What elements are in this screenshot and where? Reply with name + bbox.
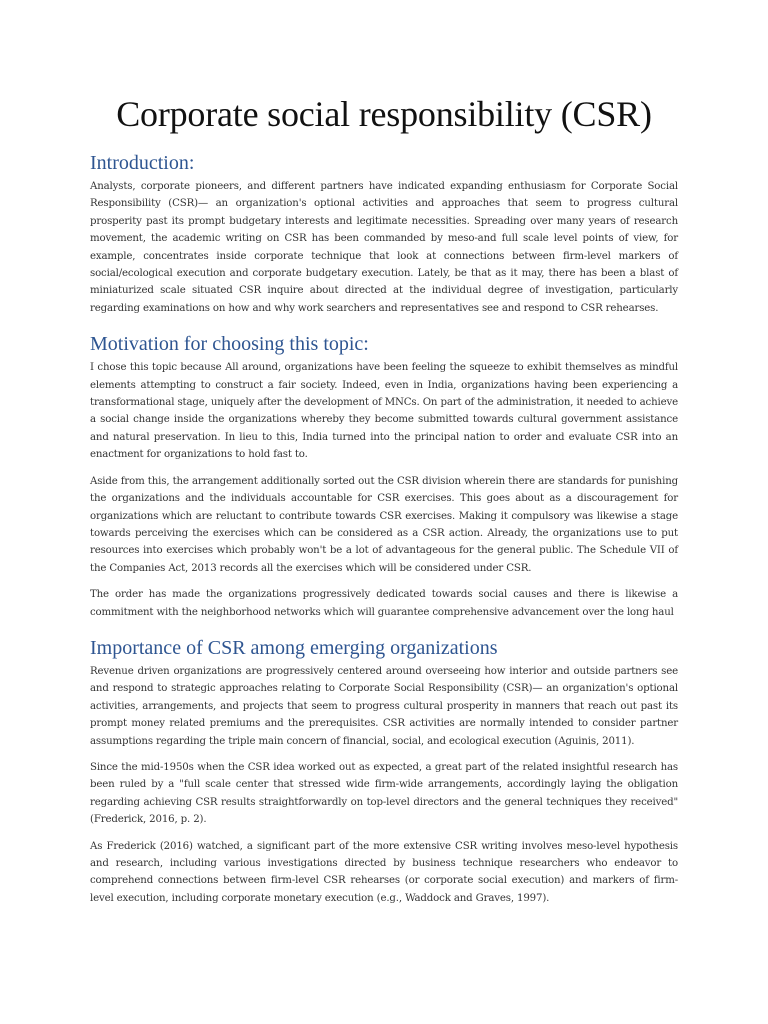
paragraph: Since the mid-1950s when the CSR idea worked out as expected, a great part of the related insightful research has been ruled by a "full scale center that stressed wide firm-wide arrangements, accordingly laying the obligation regarding achieving CSR results straightforwardly on top-level directors and the general techniques they received" (Frederick, 2016, p. 2).: [90, 761, 678, 826]
section-heading: Introduction:: [90, 152, 195, 174]
paragraph: The order has made the organizations progressively dedicated towards social causes and there is likewise a commitment with the neighborhood networks which will guarantee comprehensive advancement over the long haul: [90, 589, 678, 618]
document-title: Corporate social responsibility (CSR): [116, 94, 652, 134]
section-heading: Motivation for choosing this topic:: [90, 333, 369, 356]
paragraph: Revenue driven organizations are progressively centered around overseeing how interior and outside partners see and respond to strategic approaches relating to Corporate Social Responsibility (CSR)— an organization's optional activities, arrangements, and projects that seem to progress cultural prosperity in manners that reach out past its prompt money related premiums and the prerequisites. CSR activities are normally intended to consider partner assumptions regarding the triple main concern of financial, social, and ecological execution (Aguinis, 2011).: [90, 665, 678, 747]
paragraph: I chose this topic because All around, organizations have been feeling the squeeze to exhibit themselves as mindful elements attempting to construct a fair society. Indeed, even in India, organizations having been experiencing a transformational stage, uniquely after the development of MNCs. On part of the administration, it needed to achieve a social change inside the organizations whereby they become submitted towards cultural government assistance and natural preservation. In lieu to this, India turned into the principal nation to order and evaluate CSR into an enactment for organizations to hold fast to.: [90, 362, 678, 461]
section-introduction: [90, 152, 678, 317]
paragraph: As Frederick (2016) watched, a significant part of the more extensive CSR writing involves meso-level hypothesis and research, including various investigations directed by business technique researchers who endeavor to comprehend connections between firm-level CSR rehearses (or corporate social execution) and markers of firm-level execution, including corporate monetary execution (e.g., Waddock and Graves, 1997).: [90, 840, 678, 904]
section-importance: [90, 637, 678, 907]
paragraph: Aside from this, the arrangement additionally sorted out the CSR division wherein there are standards for punishing the organizations and the individuals accountable for CSR exercises. This goes about as a discouragement for organizations which are reluctant to contribute towards CSR exercises. Making it compulsory was likewise a stage towards perceiving the exercises which can be considered as a CSR action. Already, the organizations use to put resources into exercises which probably won't be a lot of advantageous for the general public. The Schedule VII of the Companies Act, 2013 records all the exercises which will be considered under CSR.: [90, 475, 678, 574]
section-motivation: [90, 333, 678, 621]
paragraph: Analysts, corporate pioneers, and different partners have indicated expanding enthusiasm for Corporate Social Responsibility (CSR)— an organization's optional activities and approaches that seem to progress cultural prosperity past its prompt budgetary interests and legitimate necessities. Spreading over many years of research movement, the academic writing on CSR has been commanded by meso-and full scale level points of view, for example, concentrates inside corporate technique that look at connections between firm-level markers of social/ecological execution and corporate budgetary execution. Lately, be that as it may, there has been a blast of miniaturized scale situated CSR inquire about directed at the individual degree of investigation, particularly regarding examinations on how and why work searchers and representatives see and respond to CSR rehearses.: [90, 181, 678, 314]
section-heading: Importance of CSR among emerging organizations: [90, 636, 498, 659]
